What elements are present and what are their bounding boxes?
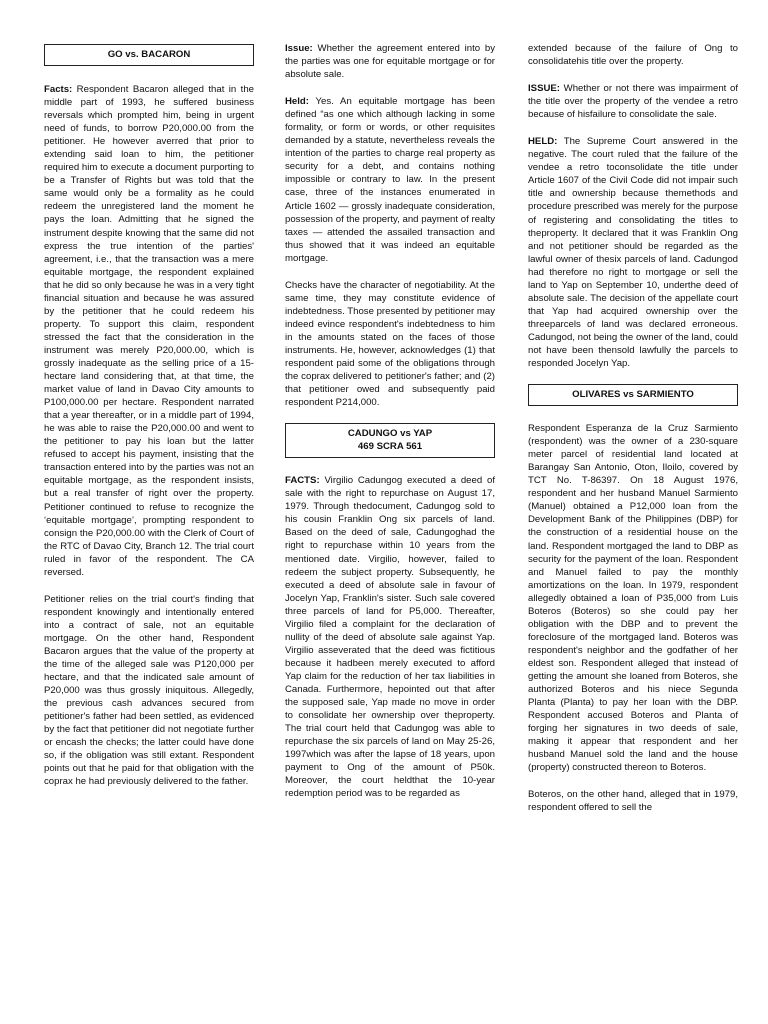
- case-title-line-1: CADUNGO vs YAP: [347, 428, 433, 440]
- held-text: Yes. An equitable mortgage has been defined “as one which although lacking in some formality, or form or words, or other requisites demanded by a statute, nevertheless reveals the intention of the parties to charge real property as security for a debt, and contains nothing impossible or contrary to law. In the present case, three of the instances enumerated in Article 1602 — grossly inadequate consideration, possession of the property, and payment of realty taxes — attended the assailed transaction and thus showed that it was indeed an equitable mortgage.: [285, 96, 495, 264]
- case-title-cadungo-vs-yap: [285, 423, 495, 458]
- facts-label: FACTS:: [285, 475, 320, 487]
- held-text: The Supreme Court answered in the negative. The court ruled that the failure of the vendee a retro toconsolidate the title under Article 1607 of the Civil Code did not impair such title and ownership because themethods and procedure prescribed was merely for the purpose of registering and consolidating the titles to theproperty. It declared that it was Franklin Ong and not petitioner should be regarded as the lawful owner of thesix parcels of land. Cadungod had therefore no right to mortgage or sell the land to Yap on September 10, underthe deed of absolute sale. The decision of the appellate court that Yap had acquired ownership over the threeparcels of land was declared erroneous. Cadungod, not being the owner of the land, could not have been thensold lawfully the parcels to responded Jocelyn Yap.: [528, 136, 738, 370]
- held-paragraph: [528, 135, 738, 370]
- facts-paragraph: Respondent Esperanza de la Cruz Sarmiento (respondent) was the owner of a 230-square meter parcel of residential land located at Barangay San Antonio, Oton, Iloilo, covered by TCT No. T-86397. On 18 August 1976, respondent and her husband Manuel Sarmiento (Manuel) obtained a P12,000 loan from the Development Bank of the Philippines (DBP) for the construction of a residential house on the land. Respondent mortgaged the land to DBP as security for the payment of the loan. Respondent and Manuel failed to pay the monthly amortizations on the loan. In 1979, respondent allegedly obtained a loan of P35,000 from Luis Boteros (Boteros) so she could pay her obligation with the DBP and to prevent the foreclosure of the mortgaged land. Boteros was respondent's neighbor and the godfather of her eldest son. Respondent alleged that instead of getting the amount she loaned from Boteros, she authorized Boteros and his niece Segunda Planta (Planta) to pay her loan with the DBP. Respondent accused Boteros and Planta of forging her signatures in two deeds of sale, making it appear that respondent and her husband Manuel sold the land and the house (property) constructed thereon to Boteros.: [528, 423, 738, 774]
- column-3: [528, 42, 738, 828]
- facts-paragraph: [44, 83, 254, 579]
- held-paragraph: [285, 95, 495, 265]
- case-title-line-2: 469 SCRA 561: [357, 441, 423, 453]
- facts-label: Facts:: [44, 84, 73, 95]
- held-label: HELD:: [528, 136, 558, 148]
- issue-label: ISSUE:: [528, 83, 560, 95]
- checks-paragraph: Checks have the character of negotiability. At the same time, they may constitute evidence of indebtedness. Those presented by petitioner may indeed evince respondent's indebtedness to him in the amounts stated on the faces of those instruments. He, however, acknowledges (1) that respondent paid some of the obligations through the coprax delivered to petitioner's father; and (2) that petitioner owed and subsequently paid respondent P214,000.: [285, 279, 495, 409]
- case-title-olivares-vs-sarmiento: [528, 384, 738, 406]
- continued-paragraph: extended because of the failure of Ong to consolidatehis title over the property.: [528, 43, 738, 68]
- issue-paragraph: [528, 82, 738, 121]
- argument-paragraph: Petitioner relies on the trial court's finding that respondent knowingly and intentionally entered into a contract of sale, not an equitable mortgage. On the other hand, Respondent Bacaron argues that the value of the property at the time of the alleged sale was P120,000 per hectare, and that the indicated sale amount of P20,000 was thus grossly iniquitous. Allegedly, the previous cash advances secured from petitioner's father had been settled, as evidenced by the fact that petitioner did not negotiate further or encash the checks; the latter could have done so, if the obligation was still extant. Respondent points out that he paid for that obligation with the coprax he had previously delivered to the father.: [44, 593, 254, 788]
- column-1: [44, 42, 254, 802]
- issue-label: Issue:: [285, 43, 313, 54]
- case-title-go-vs-bacaron: [44, 44, 254, 66]
- facts-text: Virgilio Cadungog executed a deed of sale with the right to repurchase on August 17, 1979. Through thedocument, Cadungog sold to his cousin Franklin Ong six parcels of land. Based on the deed of sale, Cadungoghad the right to repurchase within 10 years from the mentioned date. Virgilio, however, failed to redeem the subject property. Subsequently, he executed a deed of absolute sale in favour of Jocelyn Yap, Franklin's sister. Such sale covered three parcels of land for P5,000. Thereafter, Virgilio filed a complaint for the declaration of nullity of the deed of absolute sale against Yap. Virgilio asseverated that the deed was fictitious because it hadbeen merely executed to afford Yap claim for the reduction of her tax liabilities in Canada. Furthermore, hepointed out that after the supposed sale, Yap made no move in order to consolidate her ownership over theproperty. The trial court held that Cadungog was able to repurchase the six parcels of land on May 25-26, 1997which was after the lapse of 18 years, upon payment to Ong of the amount of P50k. Moreover, the court heldthat the 10-year redemption period was to be regarded as: [285, 475, 495, 800]
- boteros-paragraph: Boteros, on the other hand, alleged that in 1979, respondent offered to sell the: [528, 789, 738, 814]
- issue-paragraph: [285, 42, 495, 81]
- held-label: Held:: [285, 96, 309, 108]
- case-title-text: GO vs. BACARON: [107, 49, 191, 60]
- facts-text: Respondent Bacaron alleged that in the middle part of 1993, he suffered business reversals which prompted him, being in urgent need of funds, to borrow P20,000.00 from the petitioner. He however averred that prior to extending said loan to him, the petitioner required him to execute a document purporting to be a Transfer of Rights but was told that the same would only be a formality as he could redeem the unregistered land the moment he pays the loan. Admitting that he signed the instrument despite knowing that the same did not express the true intention of the parties' agreement, i.e., that the transaction was a mere equitable mortgage, the respondent explained that he did so only because he was in a very tight financial situation and because he was assured by the petitioner that he could redeem his property. To support this claim, respondent stressed the fact that the consideration in the instrument was merely P20,000.00, which is grossly inadequate as the selling price of a 15-hectare land considering that, at that time, the market value of land in Davao City amounts to P100,000.00 per hectare. Respondent narrated that a year thereafter, or in a middle part of 1994, he was able to raise the P20,000.00 and went to the petitioner to pay his loan but the latter refused to accept his payment, insisting that the transaction entered into by the parties was not an equitable mortgage, as the respondent insists, but a real transfer of right over the property. Petitioner continued to refuse to recognize the ‘equitable mortgage’, prompting respondent to consign the P20,000.00 with the Clerk of Court of the RTC of Davao City, Branch 12. The trial court ruled in favor of the respondent. The CA reversed.: [44, 84, 254, 578]
- issue-text: Whether the agreement entered into by the parties was one for equitable mortgage or for absolute sale.: [285, 43, 495, 81]
- case-title-text: OLIVARES vs SARMIENTO: [572, 389, 694, 401]
- facts-paragraph: [285, 474, 495, 800]
- column-2: [285, 42, 495, 814]
- issue-text: Whether or not there was impairment of the title over the property of the vendee a retro because of hisfailure to consolidate the sale.: [528, 83, 738, 121]
